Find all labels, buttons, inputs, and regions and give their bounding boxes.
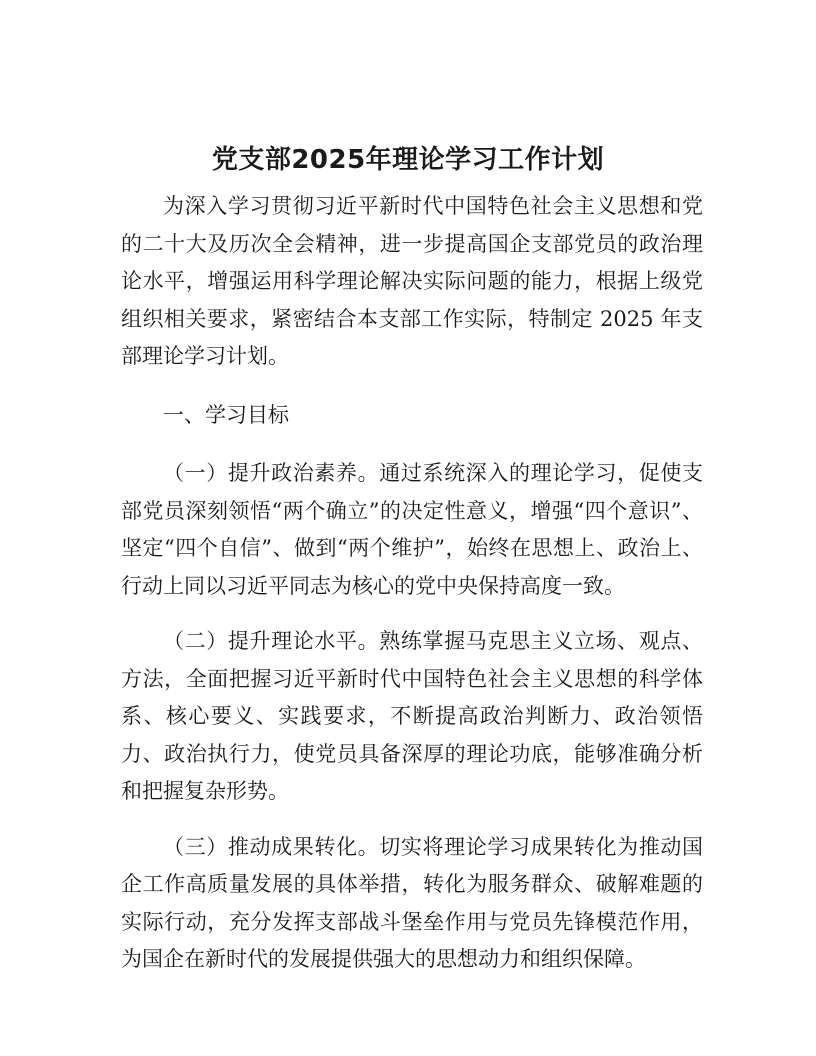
goal-paragraph-1: （一）提升政治素养。通过系统深入的理论学习，促使支部党员深刻领悟“两个确立”的决定性意义，增强“四个意识”、坚定“四个自信”、做到“两个维护”，始终在思想上、政治上、行动上同以习近平同志为核心的党中央保持高度一致。 [121,461,703,598]
section-heading-learning-goals: 一、学习目标 [163,402,289,427]
document-body [121,188,703,979]
intro-paragraph: 为深入学习贯彻习近平新时代中国特色社会主义思想和党的二十大及历次全会精神，进一步提高国企支部党员的政治理论水平，增强运用科学理论解决实际问题的能力，根据上级党组织相关要求，紧密结合本支部工作实际，特制定 2025 年支部理论学习计划。 [121,194,703,368]
goal-paragraph-2: （二）提升理论水平。熟练掌握马克思主义立场、观点、方法，全面把握习近平新时代中国特色社会主义思想的科学体系、核心要义、实践要求，不断提高政治判断力、政治领悟力、政治执行力，使党员具备深厚的理论功底，能够准确分析和把握复杂形势。 [121,629,703,803]
goal-paragraph-3: （三）推动成果转化。切实将理论学习成果转化为推动国企工作高质量发展的具体举措，转化为服务群众、破解难题的实际行动，充分发挥支部战斗堡垒作用与党员先锋模范作用，为国企在新时代的发展提供强大的思想动力和组织保障。 [121,834,703,971]
document-title: 党支部2025年理论学习工作计划 [211,145,605,175]
